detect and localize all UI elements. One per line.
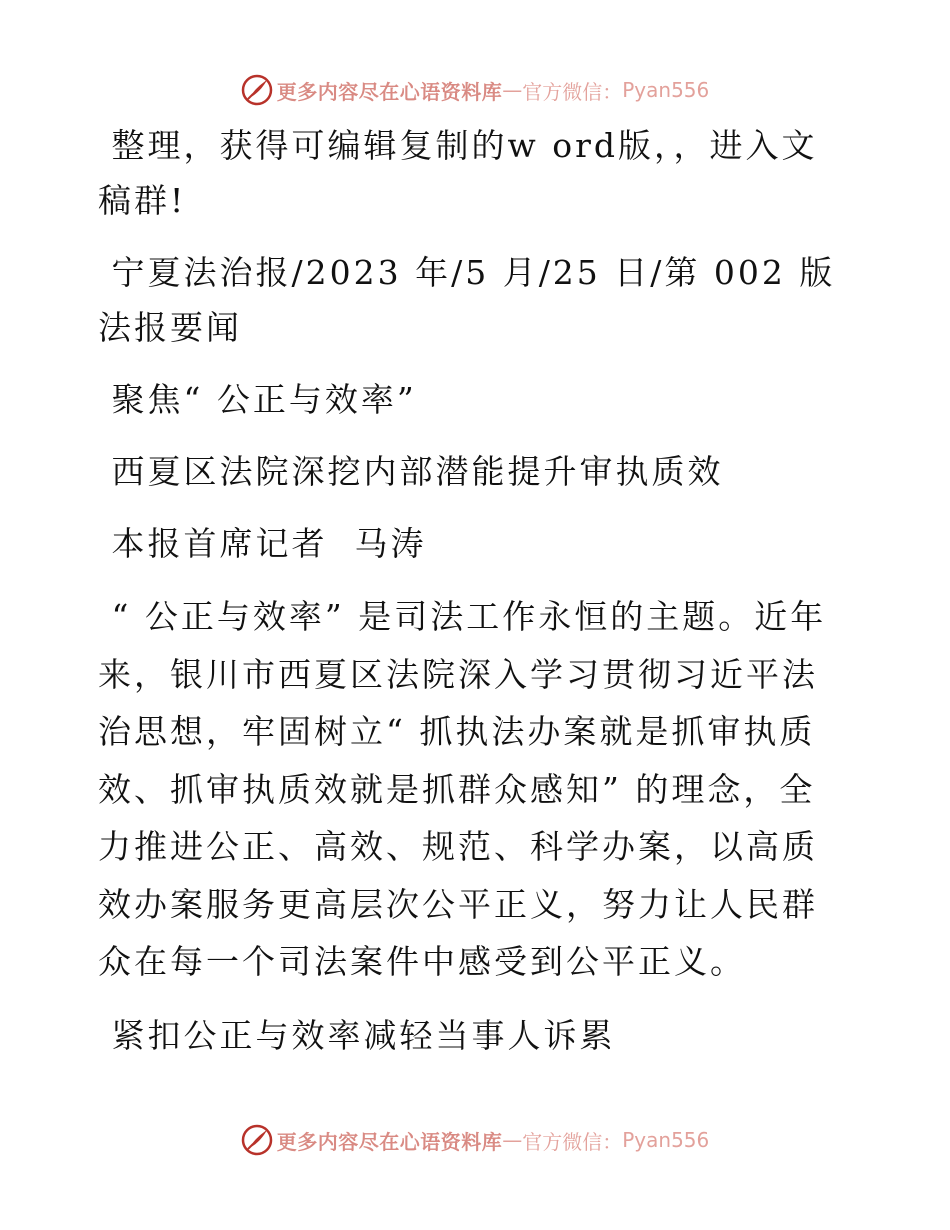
watermark-separator: — (502, 1128, 523, 1152)
footer-watermark (0, 1120, 950, 1160)
header-watermark (0, 70, 950, 110)
watermark-text: 更多内容尽在心语资料库 (276, 1129, 503, 1154)
source-line: 宁夏法治报/2023 年/5 月/25 日/第 002 版法报要闻 (98, 253, 836, 347)
byline: 本报首席记者 马涛 (98, 524, 427, 563)
lead-paragraph: “ 公正与效率” 是司法工作永恒的主题。近年来，银川市西夏区法院深入学习贯彻习近平法治思想，牢固树立“ 抓执法办案就是抓审执质效、抓审执质效就是抓群众感知” 的理念，全力推进公正、高效、规范、科学办案，以高质效办案服务更高层次公平正义，努力让人民群众在每一个司法案件中感受到公平正义。 (98, 597, 827, 981)
section-heading: 紧扣公正与效率减轻当事人诉累 (98, 1015, 616, 1055)
headline-kicker: 聚焦“ 公正与效率” (98, 380, 417, 419)
headline: 西夏区法院深挖内部潜能提升审执质效 (98, 452, 724, 491)
quill-logo-icon (241, 1124, 273, 1156)
watermark-separator: — (502, 78, 523, 102)
watermark-contact-label: 官方微信： (522, 79, 623, 104)
quill-logo-icon (241, 74, 273, 106)
watermark-contact-value: Pyan556 (622, 1128, 710, 1152)
intro-paragraph: 整理，获得可编辑复制的w ord版，，进入文稿群! (98, 126, 818, 220)
watermark-text: 更多内容尽在心语资料库 (276, 79, 503, 104)
watermark-contact-label: 官方微信： (522, 1129, 623, 1154)
watermark-contact-value: Pyan556 (622, 78, 710, 102)
document-body (98, 118, 850, 1080)
